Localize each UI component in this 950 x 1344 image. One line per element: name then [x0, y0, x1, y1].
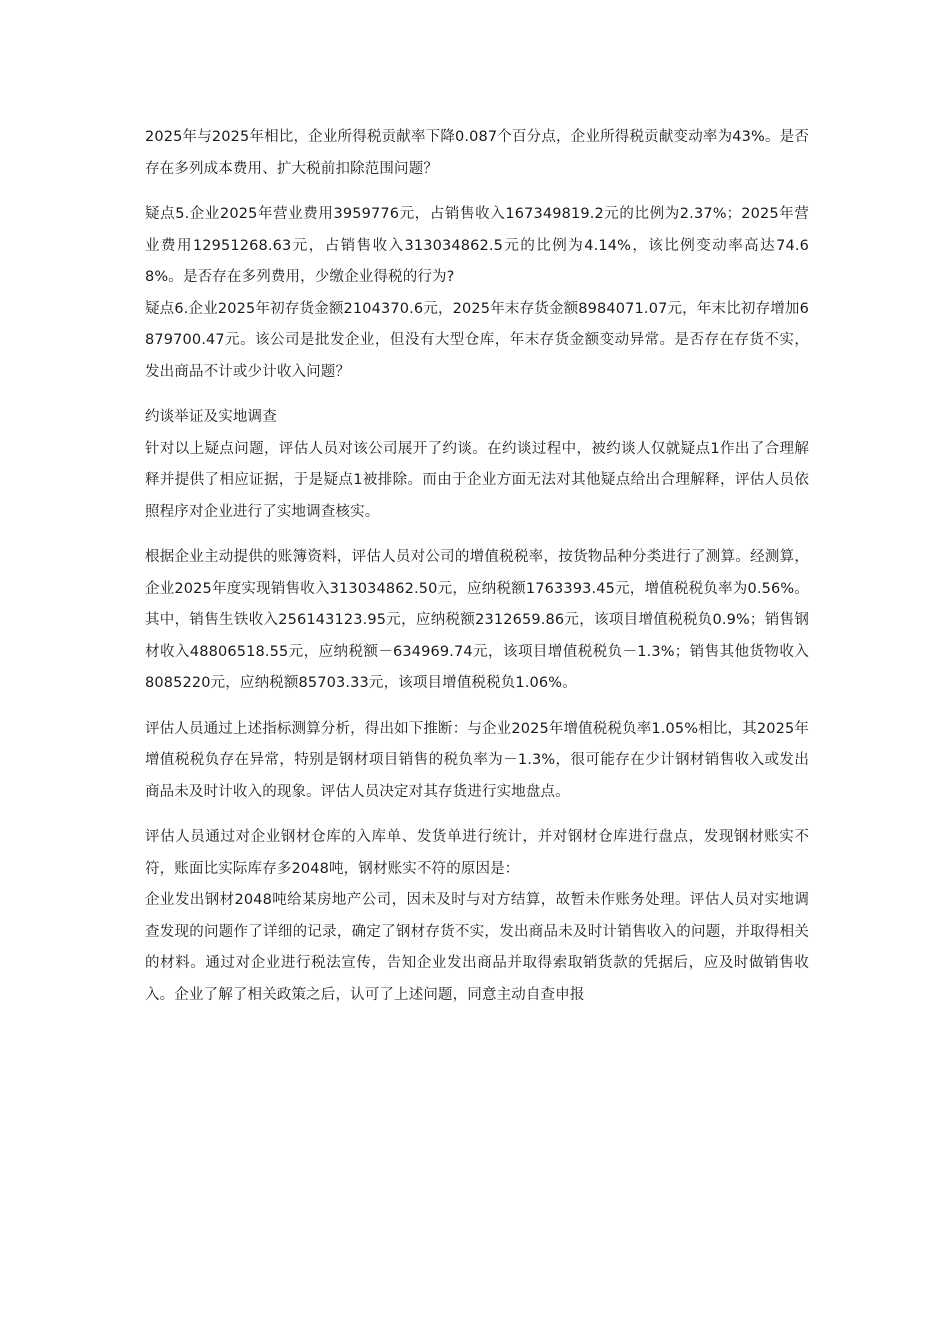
paragraph-warehouse-check: 评估人员通过对企业钢材仓库的入库单、发货单进行统计，并对钢材仓库进行盘点，发现钢材账实不符，账面比实际库存多2048吨，钢材账实不符的原因是：	[145, 829, 809, 877]
document-body	[145, 122, 809, 1011]
paragraph-vat-calculation: 根据企业主动提供的账簿资料，评估人员对公司的增值税税率，按货物品种分类进行了测算。经测算，企业2025年度实现销售收入313034862.50元，应纳税额1763393.45元，增值税税负率为0.56%。其中，销售生铁收入256143123.95元，应纳税额2312659.86元，该项目增值税税负0.9%；销售钢材收入48806518.55元，应纳税额－634969.74元，该项目增值税税负－1.3%；销售其他货物收入8085220元，应纳税额85703.33元，该项目增值税税负1.06%。	[145, 549, 809, 691]
paragraph-doubt-6: 疑点6.企业2025年初存货金额2104370.6元，2025年末存货金额8984071.07元，年末比初存增加6879700.47元。该公司是批发企业，但没有大型仓库，年末存货金额变动异常。是否存在存货不实，发出商品不计或少计收入问题？	[145, 300, 809, 380]
paragraph-shipment-reason: 企业发出钢材2048吨给某房地产公司，因未及时与对方结算，故暂未作账务处理。评估人员对实地调查发现的问题作了详细的记录，确定了钢材存货不实，发出商品未及时计销售收入的问题，并取得相关的材料。通过对企业进行税法宣传，告知企业发出商品并取得索取销货款的凭据后，应及时做销售收入。企业了解了相关政策之后，认可了上述问题，同意主动自查申报	[145, 892, 809, 1003]
section-heading-interview: 约谈举证及实地调查	[145, 409, 277, 425]
paragraph-inference: 评估人员通过上述指标测算分析，得出如下推断：与企业2025年增值税税负率1.05%相比，其2025年增值税税负存在异常，特别是钢材项目销售的税负率为－1.3%，很可能存在少计钢材销售收入或发出商品未及时计收入的现象。评估人员决定对其存货进行实地盘点。	[145, 720, 809, 800]
paragraph-interview: 针对以上疑点问题，评估人员对该公司展开了约谈。在约谈过程中，被约谈人仅就疑点1作出了合理解释并提供了相应证据，于是疑点1被排除。而由于企业方面无法对其他疑点给出合理解释，评估人员依照程序对企业进行了实地调查核实。	[145, 440, 809, 520]
paragraph-tax-contribution: 2025年与2025年相比，企业所得税贡献率下降0.087个百分点，企业所得税贡献变动率为43%。是否存在多列成本费用、扩大税前扣除范围问题？	[145, 129, 809, 177]
paragraph-doubt-5: 疑点5.企业2025年营业费用3959776元，占销售收入167349819.2元的比例为2.37%；2025年营业费用12951268.63元，占销售收入313034862.5元的比例为4.14%，该比例变动率高达74.68%。是否存在多列费用，少缴企业得税的行为?	[145, 206, 809, 285]
